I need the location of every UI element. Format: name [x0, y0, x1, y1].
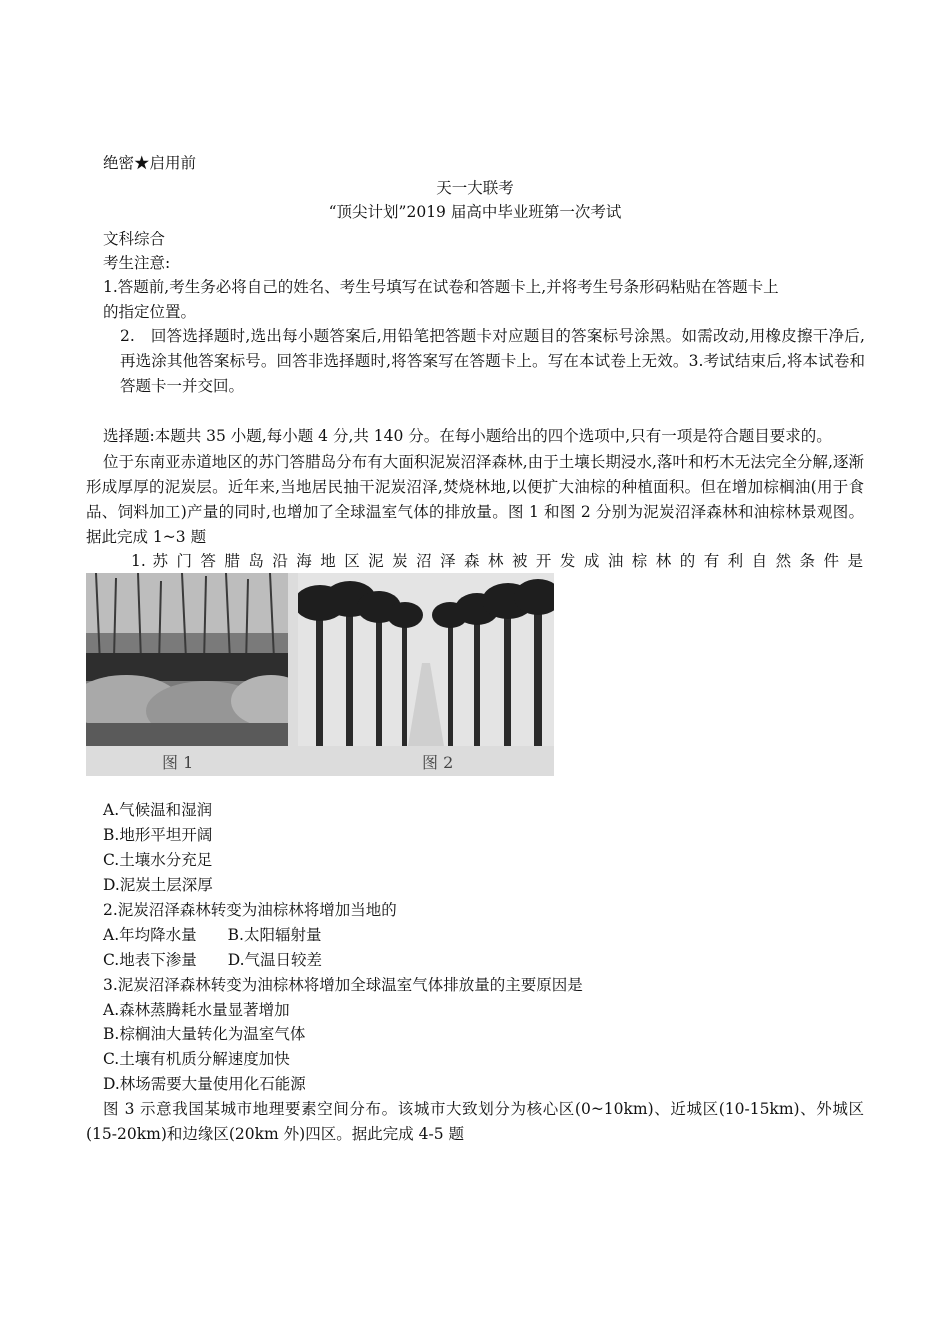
question-1-option-a: A.气候温和湿润: [103, 801, 213, 819]
question-2-stem: 2.泥炭沼泽森林转变为油棕林将增加当地的: [103, 901, 397, 919]
question-1-option-b: B.地形平坦开阔: [103, 826, 213, 844]
passage-1: 位于东南亚赤道地区的苏门答腊岛分布有大面积泥炭沼泽森林,由于土壤长期浸水,落叶和朽木无法完全分解,逐渐形成厚厚的泥炭层。近年来,当地居民抽干泥炭沼泽,焚烧林地,以便扩大油棕的种植面积。但在增加棕榈油(用于食品、饲料加工)产量的同时,也增加了全球温室气体的排放量。图 1 和图 2 分别为泥炭沼泽森林和油棕林景观图。据此完成 1~3 题: [86, 453, 864, 546]
question-1-option-d: D.泥炭土层深厚: [103, 876, 213, 894]
question-3-stem: 3.泥炭沼泽森林转变为油棕林将增加全球温室气体排放量的主要原因是: [103, 976, 583, 994]
question-2-options-cd: C.地表下渗量 D.气温日较差: [103, 951, 323, 969]
figure-photos: [86, 573, 554, 776]
figure-2-oil-palm-image: [298, 573, 554, 746]
question-1-stem: 1. 苏 门 答 腊 岛 沿 海 地 区 泥 炭 沼 泽 森 林 被 开 发 成 油 棕 林 的 有 利 自 然 条 件 是: [131, 552, 863, 570]
passage-2: 图 3 示意我国某城市地理要素空间分布。该城市大致划分为核心区(0~10km)、近城区(10-15km)、外城区(15-20km)和边缘区(20km 外)四区。据此完成 4-5 题: [86, 1100, 864, 1143]
question-3-option-a: A.森林蒸腾耗水量显著增加: [103, 1001, 290, 1019]
figure-1-swamp-forest-image: [86, 573, 288, 746]
notice-title: 考生注意:: [103, 254, 171, 272]
exam-title: “顶尖计划”2019 届高中毕业班第一次考试: [328, 203, 622, 221]
notice-item1-line1: 1.答题前,考生务必将自己的姓名、考生号填写在试卷和答题卡上,并将考生号条形码粘贴在答题卡上: [103, 278, 779, 296]
question-2-options-ab: A.年均降水量 B.太阳辐射量: [103, 926, 322, 944]
notice-item2: 2. 回答选择题时,选出每小题答案后,用铅笔把答题卡对应题目的答案标号涂黑。如需改动,用橡皮擦干净后,再选涂其他答案标号。回答非选择题时,将答案写在答题卡上。写在本试卷上无效。3.考试结束后,将本试卷和答题卡一并交回。: [120, 327, 865, 395]
exam-org: 天一大联考: [436, 179, 514, 197]
figure-1-caption: 图 1: [162, 753, 194, 772]
section-intro: 选择题:本题共 35 小题,每小题 4 分,共 140 分。在每小题给出的四个选项中,只有一项是符合题目要求的。: [103, 427, 832, 445]
question-3-option-d: D.林场需要大量使用化石能源: [103, 1075, 306, 1093]
confidential-label: 绝密★启用前: [103, 154, 197, 172]
figure-2-caption: 图 2: [422, 753, 454, 772]
question-1-option-c: C.土壤水分充足: [103, 851, 213, 869]
question-3-option-b: B.棕榈油大量转化为温室气体: [103, 1025, 306, 1043]
question-3-option-c: C.土壤有机质分解速度加快: [103, 1050, 290, 1068]
notice-item1-line2: 的指定位置。: [103, 303, 197, 321]
subject-label: 文科综合: [103, 230, 166, 248]
